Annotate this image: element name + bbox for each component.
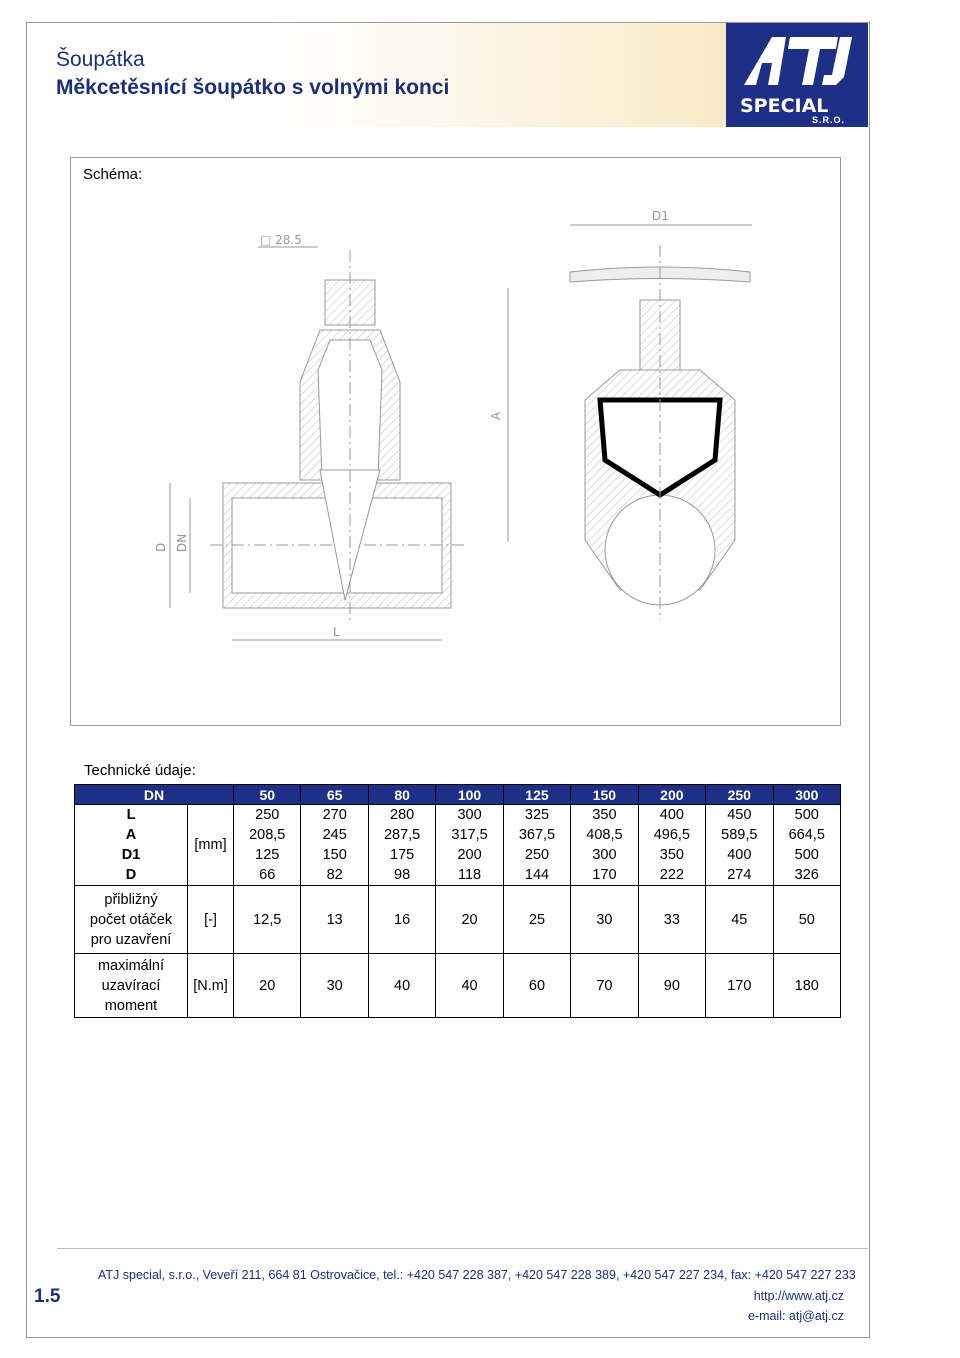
turns-unit: [-] xyxy=(188,886,234,954)
turns-cell: 50 xyxy=(773,886,840,954)
dim-d1-label: D1 xyxy=(652,209,669,223)
turns-cell: 45 xyxy=(706,886,773,954)
turns-cell: 16 xyxy=(368,886,435,954)
torque-cell: 30 xyxy=(301,954,368,1018)
logo-sro: S.R.O. xyxy=(812,115,846,125)
row-name-a: A xyxy=(125,827,137,843)
tech-table xyxy=(74,784,841,1018)
page-subtitle: Měkcetěsnící šoupátko s volnými konci xyxy=(56,76,450,99)
torque-cell: 180 xyxy=(773,954,840,1018)
dim-col: 500 664,5 500 326 xyxy=(773,805,840,886)
dn-cell: 125 xyxy=(503,785,570,805)
turns-cell: 33 xyxy=(638,886,705,954)
dim-col: 350 408,5 300 170 xyxy=(571,805,638,886)
turns-cell: 25 xyxy=(503,886,570,954)
turns-cell: 12,5 xyxy=(234,886,301,954)
page-title: Šoupátka xyxy=(56,48,145,71)
footer-address: ATJ special, s.r.o., Veveří 211, 664 81 Ostrovačice, tel.: +420 547 228 387, +420 547 228 389, +420 547 227 234, fax: +420 547 227 233 xyxy=(98,1268,856,1282)
dim-col: 270 245 150 82 xyxy=(301,805,368,886)
logo-wordmark: SPECIAL xyxy=(740,95,829,117)
turns-cell: 30 xyxy=(571,886,638,954)
dn-cell: 300 xyxy=(773,785,840,805)
dn-cell: 250 xyxy=(706,785,773,805)
dim-d-label: D xyxy=(154,542,168,552)
torque-cell: 40 xyxy=(436,954,503,1018)
torque-cell: 60 xyxy=(503,954,570,1018)
torque-cell: 40 xyxy=(368,954,435,1018)
dim-names xyxy=(75,805,188,886)
row-name-l: L xyxy=(126,807,136,823)
torque-cell: 20 xyxy=(234,954,301,1018)
dim-dn-label: DN xyxy=(175,533,189,552)
dn-cell: 65 xyxy=(301,785,368,805)
torque-cell: 70 xyxy=(571,954,638,1018)
torque-cell: 90 xyxy=(638,954,705,1018)
dim-col: 280 287,5 175 98 xyxy=(368,805,435,886)
dim-col: 250 208,5 125 66 xyxy=(234,805,301,886)
dim-l-label: L xyxy=(333,625,340,639)
dim-a-label: A xyxy=(489,411,503,420)
torque-label: maximální uzavírací moment xyxy=(75,954,188,1018)
schema-label: Schéma: xyxy=(83,166,143,183)
row-name-d: D xyxy=(125,867,137,883)
turns-cell: 20 xyxy=(436,886,503,954)
dim-col: 325 367,5 250 144 xyxy=(503,805,570,886)
tech-label: Technické údaje: xyxy=(84,762,196,779)
footer-divider xyxy=(57,1248,868,1249)
row-name-d1: D1 xyxy=(121,847,141,863)
dimension-rows xyxy=(75,805,841,886)
dn-header-row xyxy=(75,785,841,805)
torque-unit: [N.m] xyxy=(188,954,234,1018)
dim-col: 400 496,5 350 222 xyxy=(638,805,705,886)
dn-cell: 150 xyxy=(571,785,638,805)
dim-col: 450 589,5 400 274 xyxy=(706,805,773,886)
turns-cell: 13 xyxy=(301,886,368,954)
dn-cell: 200 xyxy=(638,785,705,805)
turns-row xyxy=(75,886,841,954)
dim-square-label: □ 28.5 xyxy=(260,233,302,247)
dim-col: 300 317,5 200 118 xyxy=(436,805,503,886)
turns-label: přibližný počet otáček pro uzavření xyxy=(75,886,188,954)
torque-cell: 170 xyxy=(706,954,773,1018)
footer-web-link[interactable]: http://www.atj.cz xyxy=(753,1289,844,1303)
page-number: 1.5 xyxy=(34,1286,61,1307)
dn-cell: 50 xyxy=(234,785,301,805)
dn-cell: 100 xyxy=(436,785,503,805)
dn-header-label: DN xyxy=(75,785,234,805)
dn-cell: 80 xyxy=(368,785,435,805)
torque-row xyxy=(75,954,841,1018)
mm-unit: [mm] xyxy=(188,805,234,886)
footer-email-link[interactable]: e-mail: atj@atj.cz xyxy=(747,1309,844,1323)
